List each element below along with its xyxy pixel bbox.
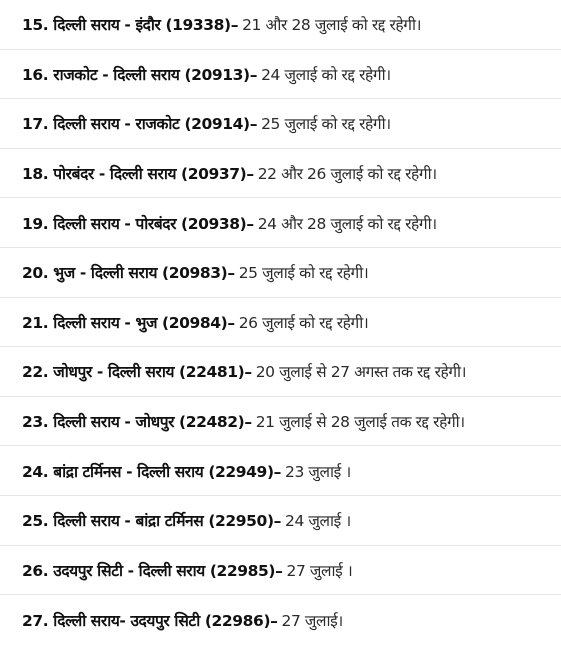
list-item	[0, 496, 561, 546]
list-item	[0, 298, 561, 348]
list-item	[0, 0, 561, 50]
train-route-label: 23. दिल्ली सराय - जोधपुर (22482)–	[22, 413, 252, 432]
train-route-label: 16. राजकोट - दिल्ली सराय (20913)–	[22, 65, 258, 84]
cancellation-detail: 21 जुलाई से 28 जुलाई तक रद्द रहेगी।	[255, 413, 465, 432]
train-route-label: 20. भुज - दिल्ली सराय (20983)–	[22, 264, 235, 283]
cancellation-detail: 20 जुलाई से 27 अगस्त तक रद्द रहेगी।	[255, 363, 467, 382]
train-route-label: 17. दिल्ली सराय - राजकोट (20914)–	[22, 115, 258, 134]
cancellation-detail: 23 जुलाई ।	[284, 462, 351, 481]
train-route-label: 22. जोधपुर - दिल्ली सराय (22481)–	[22, 363, 252, 382]
cancellation-detail: 25 जुलाई को रद्द रहेगी।	[261, 115, 391, 134]
train-route-label: 19. दिल्ली सराय - पोरबंदर (20938)–	[22, 214, 254, 233]
list-item	[0, 198, 561, 248]
cancellation-detail: 21 और 28 जुलाई को रद्द रहेगी।	[242, 16, 422, 35]
cancellation-detail: 27 जुलाई ।	[286, 561, 353, 580]
cancellation-detail: 27 जुलाई।	[281, 611, 343, 630]
train-route-label: 21. दिल्ली सराय - भुज (20984)–	[22, 313, 235, 332]
train-route-label: 24. बांद्रा टर्मिनस - दिल्ली सराय (22949)–	[22, 462, 281, 481]
list-item	[0, 546, 561, 596]
list-item	[0, 347, 561, 397]
cancellation-detail: 24 और 28 जुलाई को रद्द रहेगी।	[257, 214, 437, 233]
cancellation-detail: 25 जुलाई को रद्द रहेगी।	[238, 264, 369, 283]
list-item	[0, 397, 561, 447]
cancellation-detail: 24 जुलाई ।	[284, 512, 351, 531]
train-route-label: 18. पोरबंदर - दिल्ली सराय (20937)–	[22, 165, 254, 184]
train-route-label: 27. दिल्ली सराय- उदयपुर सिटी (22986)–	[22, 611, 278, 630]
cancellation-detail: 22 और 26 जुलाई को रद्द रहेगी।	[257, 165, 437, 184]
list-item	[0, 99, 561, 149]
list-item	[0, 446, 561, 496]
train-route-label: 15. दिल्ली सराय - इंदौर (19338)–	[22, 16, 239, 35]
list-item	[0, 50, 561, 100]
list-item	[0, 248, 561, 298]
cancellation-detail: 24 जुलाई को रद्द रहेगी।	[261, 65, 391, 84]
list-item	[0, 149, 561, 199]
list-item	[0, 595, 561, 645]
cancellation-detail: 26 जुलाई को रद्द रहेगी।	[238, 313, 369, 332]
train-route-label: 26. उदयपुर सिटी - दिल्ली सराय (22985)–	[22, 561, 283, 580]
train-route-label: 25. दिल्ली सराय - बांद्रा टर्मिनस (22950)–	[22, 512, 281, 531]
